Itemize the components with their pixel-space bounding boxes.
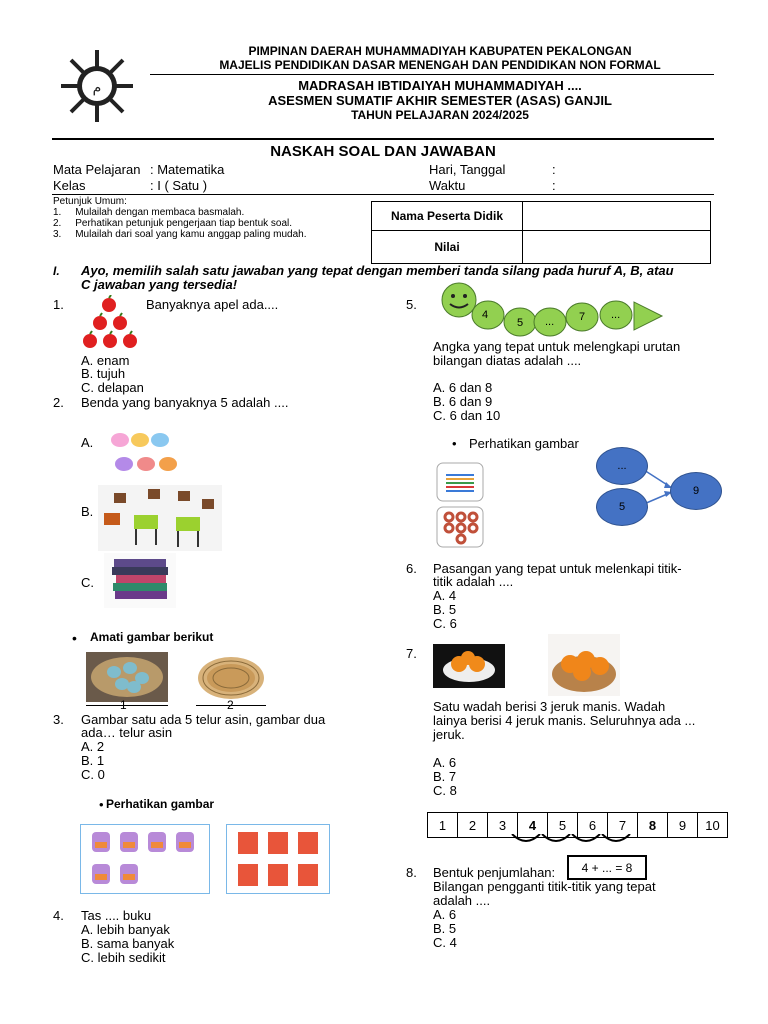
number-cell: 2 bbox=[458, 813, 488, 838]
oranges-basket-image bbox=[548, 634, 620, 696]
q6-option-c[interactable]: C. 6 bbox=[433, 616, 457, 631]
petunjuk-title: Petunjuk Umum: bbox=[53, 196, 127, 207]
number-cell: 7 bbox=[608, 813, 638, 838]
bullet-dot: • bbox=[72, 630, 77, 646]
q2-option-c[interactable]: C. bbox=[81, 575, 94, 590]
q1-text: Banyaknya apel ada.... bbox=[146, 297, 279, 312]
bullet-dot: • bbox=[452, 436, 457, 451]
header-line1: PIMPINAN DAERAH MUHAMMADIYAH KABUPATEN PEKALONGAN bbox=[248, 44, 632, 58]
books-image bbox=[104, 553, 176, 608]
nilai-label: Nilai bbox=[372, 231, 523, 264]
header-line5: TAHUN PELAJARAN 2024/2025 bbox=[351, 108, 529, 122]
q2-number: 2. bbox=[53, 395, 64, 410]
hari-value: : bbox=[552, 162, 556, 177]
equation-box: 4 + ... = 8 bbox=[567, 855, 647, 880]
diagram-circle-bottom: 5 bbox=[596, 488, 648, 526]
perhatikan-label-2: Perhatikan gambar bbox=[469, 436, 579, 451]
books-set-image bbox=[226, 824, 330, 894]
apples-image bbox=[78, 295, 140, 353]
header-line4: ASESMEN SUMATIF AKHIR SEMESTER (ASAS) GANJIL bbox=[268, 93, 612, 108]
q3-line1: Gambar satu ada 5 telur asin, gambar dua bbox=[81, 712, 326, 727]
header-divider bbox=[150, 74, 714, 75]
image-baseline bbox=[196, 705, 266, 706]
q7-line1: Satu wadah berisi 3 jeruk manis. Wadah bbox=[433, 699, 666, 714]
number-cell: 10 bbox=[698, 813, 728, 838]
pencils-card-image bbox=[436, 462, 484, 502]
section-line2: C jawaban yang tersedia! bbox=[81, 277, 238, 292]
kelas-label: Kelas bbox=[53, 178, 86, 193]
q5-option-c[interactable]: C. 6 dan 10 bbox=[433, 408, 501, 423]
bullet-dot: • bbox=[99, 797, 104, 812]
nilai-field[interactable] bbox=[523, 231, 711, 264]
q3-option-b[interactable]: B. 1 bbox=[81, 753, 105, 768]
q7-option-a[interactable]: A. 6 bbox=[433, 755, 457, 770]
q2-option-a[interactable]: A. bbox=[81, 435, 94, 450]
page-title: NASKAH SOAL DAN JAWABAN bbox=[270, 143, 496, 160]
eggs-basket-image bbox=[86, 652, 168, 702]
section-number: I. bbox=[53, 264, 60, 278]
kelas-value: : I ( Satu ) bbox=[150, 178, 208, 193]
q6-line1: Pasangan yang tepat untuk melenkapi titik- bbox=[433, 561, 682, 576]
q4-option-c[interactable]: C. lebih sedikit bbox=[81, 950, 166, 965]
muhammadiyah-logo bbox=[58, 48, 136, 124]
oranges-bowl-image bbox=[433, 644, 505, 688]
q8-option-a[interactable]: A. 6 bbox=[433, 907, 457, 922]
perhatikan-label: Perhatikan gambar bbox=[106, 797, 215, 811]
petunjuk-item: 2. Perhatikan petunjuk pengerjaan tiap bentuk soal. bbox=[53, 218, 293, 229]
q7-option-c[interactable]: C. 8 bbox=[433, 783, 457, 798]
amati-label: Amati gambar berikut bbox=[90, 630, 214, 644]
q8-option-c[interactable]: C. 4 bbox=[433, 935, 457, 950]
q8-line2: adalah .... bbox=[433, 893, 491, 908]
nama-field[interactable] bbox=[523, 202, 711, 231]
number-cell: 3 bbox=[488, 813, 518, 838]
caterpillar-number: ... bbox=[545, 316, 555, 328]
q4-text: Tas .... buku bbox=[81, 908, 152, 923]
q5-line2: bilangan diatas adalah .... bbox=[433, 353, 582, 368]
bags-image bbox=[80, 824, 210, 894]
number-cell: 8 bbox=[638, 813, 668, 838]
q1-option-c[interactable]: C. delapan bbox=[81, 380, 144, 395]
empty-basket-image bbox=[196, 655, 266, 701]
q1-option-a[interactable]: A. enam bbox=[81, 353, 130, 368]
q6-option-b[interactable]: B. 5 bbox=[433, 602, 457, 617]
q4-option-a[interactable]: A. lebih banyak bbox=[81, 922, 170, 937]
q8-option-b[interactable]: B. 5 bbox=[433, 921, 457, 936]
section-line1: Ayo, memilih salah satu jawaban yang tepat dengan memberi tanda silang pada huruf A, B, atau bbox=[81, 263, 674, 278]
chairs-image bbox=[98, 485, 222, 551]
petunjuk-item: 1. Mulailah dengan membaca basmalah. bbox=[53, 207, 245, 218]
q3-option-a[interactable]: A. 2 bbox=[81, 739, 105, 754]
mapel-label: Mata Pelajaran bbox=[53, 162, 141, 177]
q5-option-b[interactable]: B. 6 dan 9 bbox=[433, 394, 493, 409]
number-cell: 1 bbox=[428, 813, 458, 838]
header-line3: MADRASAH IBTIDAIYAH MUHAMMADIYAH .... bbox=[298, 78, 582, 93]
waktu-value: : bbox=[552, 178, 556, 193]
q5-option-a[interactable]: A. 6 dan 8 bbox=[433, 380, 493, 395]
image-baseline bbox=[86, 705, 168, 706]
hari-label: Hari, Tanggal bbox=[429, 162, 506, 177]
caterpillar-number: 7 bbox=[579, 311, 586, 323]
number-cell: 4 bbox=[518, 813, 548, 838]
q3-option-c[interactable]: C. 0 bbox=[81, 767, 105, 782]
caterpillar-number: 4 bbox=[482, 309, 489, 321]
ponies-image bbox=[106, 428, 184, 476]
mapel-value: : Matematika bbox=[150, 162, 225, 177]
q1-number: 1. bbox=[53, 297, 64, 312]
q4-number: 4. bbox=[53, 908, 64, 923]
waktu-label: Waktu bbox=[429, 178, 466, 193]
q4-option-b[interactable]: B. sama banyak bbox=[81, 936, 175, 951]
q6-option-a[interactable]: A. 4 bbox=[433, 588, 457, 603]
q7-number: 7. bbox=[406, 646, 417, 661]
info-divider bbox=[52, 194, 714, 195]
q7-line2: lainya berisi 4 jeruk manis. Seluruhnya ada ... bbox=[433, 713, 696, 728]
title-divider bbox=[52, 138, 714, 140]
number-cell: 9 bbox=[668, 813, 698, 838]
q5-line1: Angka yang tepat untuk melengkapi urutan bbox=[433, 339, 681, 354]
svg-text:ﻡ: ﻡ bbox=[92, 80, 102, 96]
q7-option-b[interactable]: B. 7 bbox=[433, 769, 457, 784]
diagram-circle-top: ... bbox=[596, 447, 648, 485]
jump-arcs-image bbox=[508, 834, 656, 848]
q2-text: Benda yang banyaknya 5 adalah .... bbox=[81, 395, 289, 410]
q6-line2: titik adalah .... bbox=[433, 574, 514, 589]
number-cell: 6 bbox=[578, 813, 608, 838]
header-line2: MAJELIS PENDIDIKAN DASAR MENENGAH DAN PENDIDIKAN NON FORMAL bbox=[219, 58, 661, 72]
caterpillar-number: ... bbox=[611, 309, 621, 321]
q3-number: 3. bbox=[53, 712, 64, 727]
q6-number: 6. bbox=[406, 561, 417, 576]
number-cell: 5 bbox=[548, 813, 578, 838]
q8-line1: Bilangan pengganti titik-titik yang tepat bbox=[433, 879, 656, 894]
donuts-card-image bbox=[436, 506, 484, 548]
q1-option-b[interactable]: B. tujuh bbox=[81, 366, 126, 381]
q7-line3: jeruk. bbox=[433, 727, 465, 742]
q8-number: 8. bbox=[406, 865, 417, 880]
nama-label: Nama Peserta Didik bbox=[372, 202, 523, 231]
caterpillar-image bbox=[436, 282, 666, 340]
peserta-table bbox=[371, 201, 711, 264]
q5-number: 5. bbox=[406, 297, 417, 312]
q3-line2: ada… telur asin bbox=[81, 725, 173, 740]
diagram-circle-right: 9 bbox=[670, 472, 722, 510]
q8-text: Bentuk penjumlahan: bbox=[433, 865, 556, 880]
caterpillar-number: 5 bbox=[517, 317, 524, 329]
q2-option-b[interactable]: B. bbox=[81, 504, 94, 519]
petunjuk-item: 3. Mulailah dari soal yang kamu anggap paling mudah. bbox=[53, 229, 307, 240]
